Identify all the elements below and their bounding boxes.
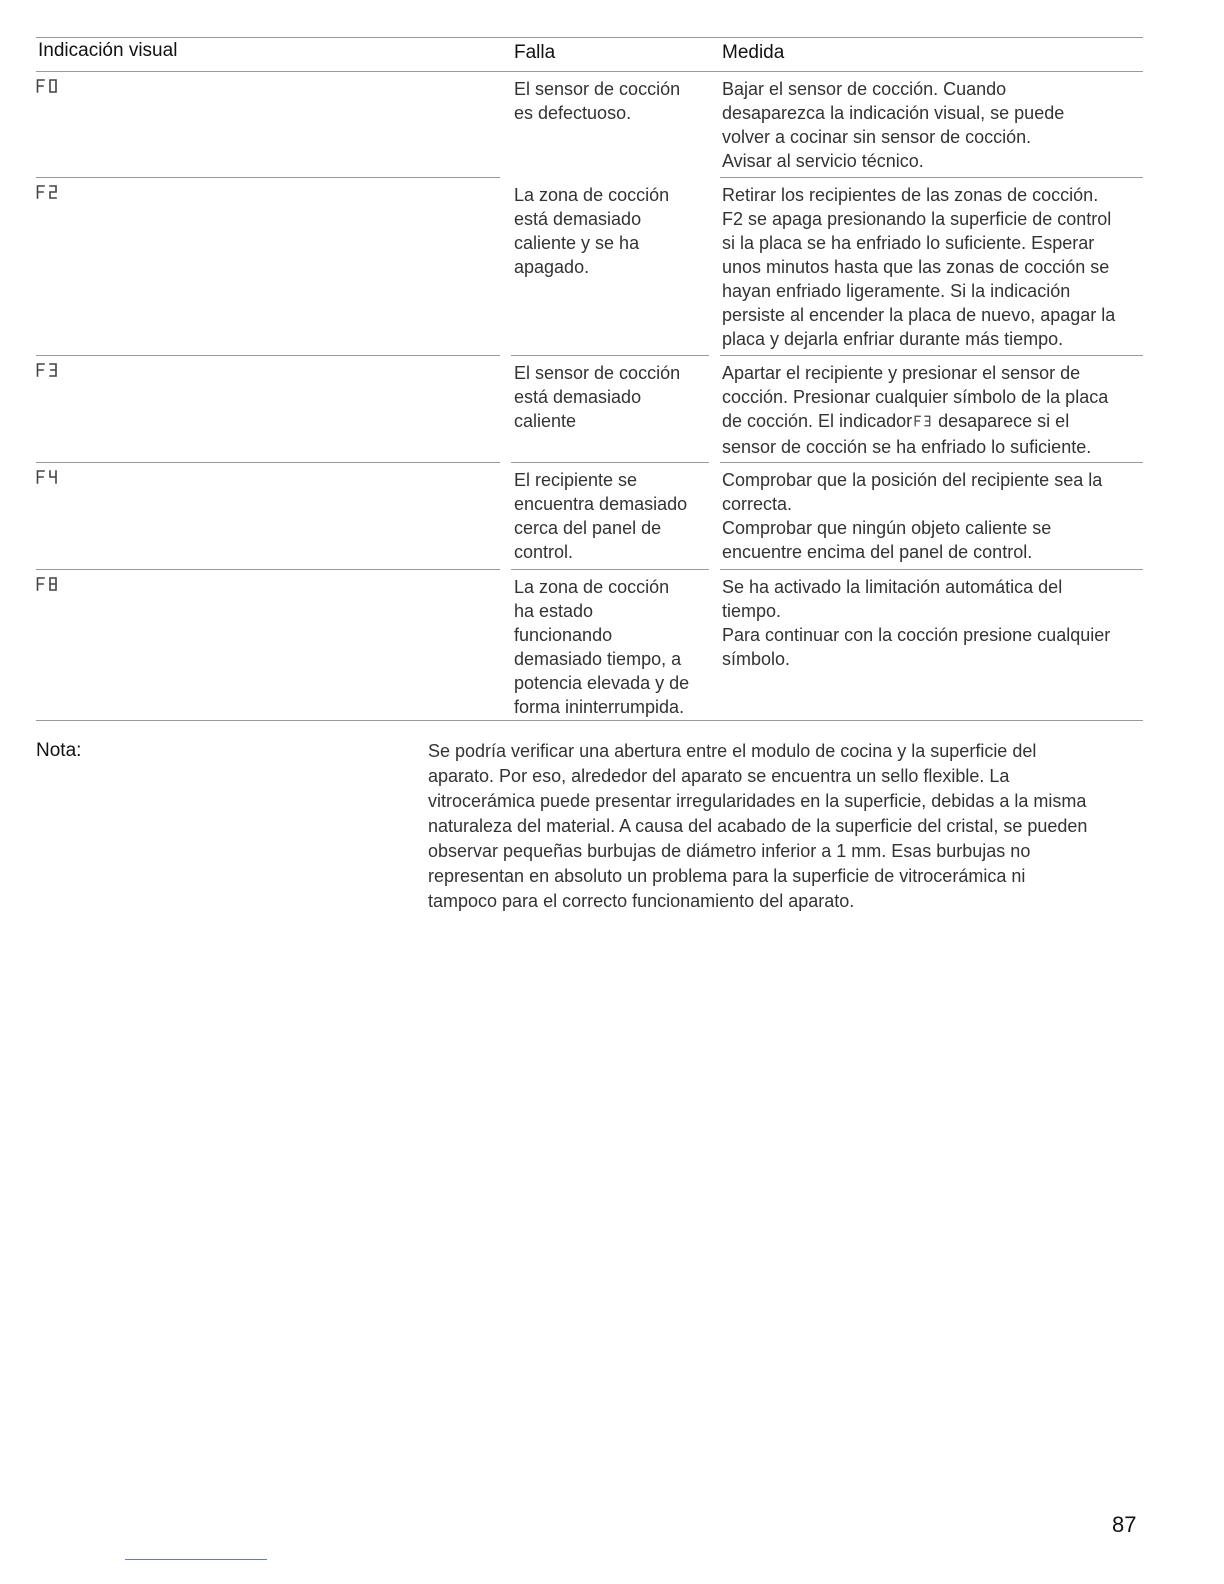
display-code-f2: [36, 184, 96, 202]
falla-cell: [514, 183, 714, 279]
medida-line: si la placa se ha enfriado lo suficiente. Esperar: [722, 233, 1095, 253]
seven-segment-f2-icon: [36, 184, 64, 200]
footer-rule: [125, 1559, 267, 1560]
seven-segment-f3-inline-icon: [914, 413, 936, 429]
display-code-f8: [36, 576, 96, 594]
medida-line: persiste al encender la placa de nuevo, apagar la: [722, 305, 1116, 325]
inline-display-code-f3: [914, 411, 936, 435]
seven-segment-f3-icon: [36, 362, 64, 378]
falla-line: apagado.: [514, 257, 590, 277]
table-row-f8: [36, 570, 1143, 720]
medida-line: Para continuar con la cocción presione cualquier: [722, 625, 1111, 645]
falla-line: caliente: [514, 411, 577, 431]
medida-line: desaparezca la indicación visual, se puede: [722, 103, 1065, 123]
seven-segment-f4-icon: [36, 469, 64, 485]
falla-line: cerca del panel de: [514, 518, 662, 538]
table-row-f0: [36, 72, 1143, 177]
nota-label: Nota:: [36, 740, 82, 761]
nota-line: Se podría verificar una abertura entre el modulo de cocina y la superficie del: [428, 741, 1037, 761]
medida-line: placa y dejarla enfriar durante más tiempo.: [722, 329, 1064, 349]
falla-line: La zona de cocción: [514, 185, 670, 205]
display-code-f0: [36, 78, 96, 96]
falla-line: demasiado tiempo, a: [514, 649, 682, 669]
table-header: [36, 40, 1143, 70]
falla-line: es defectuoso.: [514, 103, 632, 123]
falla-line: La zona de cocción: [514, 577, 670, 597]
display-code-f3: [36, 362, 96, 380]
page-number: 87: [1112, 1512, 1137, 1537]
medida-line: sensor de cocción se ha enfriado lo suficiente.: [722, 437, 1092, 457]
nota-text: [428, 739, 1148, 914]
medida-cell: [722, 361, 1147, 459]
medida-line: volver a cocinar sin sensor de cocción.: [722, 127, 1032, 147]
inline-after: desaparece si el: [938, 411, 1070, 431]
nota-line: tampoco para el correcto funcionamiento del aparato.: [428, 891, 855, 911]
medida-cell: [722, 77, 1147, 173]
falla-line: encuentra demasiado: [514, 494, 688, 514]
falla-line: potencia elevada y de: [514, 673, 690, 693]
header-falla: Falla: [514, 42, 556, 63]
nota-line: aparato. Por eso, alrededor del aparato se encuentra un sello flexible. La: [428, 766, 1010, 786]
medida-line: símbolo.: [722, 649, 791, 669]
seven-segment-f8-icon: [36, 576, 64, 592]
medida-line: F2 se apaga presionando la superficie de control: [722, 209, 1112, 229]
top-rule: [36, 37, 1143, 38]
falla-line: El sensor de cocción: [514, 363, 681, 383]
medida-line: Comprobar que ningún objeto caliente se: [722, 518, 1052, 538]
medida-line: Comprobar que la posición del recipiente sea la: [722, 470, 1103, 490]
medida-line: unos minutos hasta que las zonas de cocción se: [722, 257, 1110, 277]
inline-before: de cocción. El indicador: [722, 411, 913, 431]
medida-cell: [722, 183, 1147, 351]
header-medida: Medida: [722, 42, 785, 63]
falla-cell: [514, 468, 714, 564]
medida-line-inline: [722, 409, 1147, 435]
falla-line: forma ininterrumpida.: [514, 697, 685, 717]
display-code-f4: [36, 469, 96, 487]
falla-cell: [514, 361, 714, 433]
falla-line: está demasiado: [514, 387, 642, 407]
falla-line: control.: [514, 542, 574, 562]
nota-line: representan en absoluto un problema para la superficie de vitrocerámica ni: [428, 866, 1026, 886]
header-indicacion-visual: Indicación visual: [38, 40, 178, 61]
medida-line: Retirar los recipientes de las zonas de cocción.: [722, 185, 1099, 205]
medida-line: Bajar el sensor de cocción. Cuando: [722, 79, 1007, 99]
table-row-f3: [36, 356, 1143, 462]
falla-line: funcionando: [514, 625, 613, 645]
falla-line: caliente y se ha: [514, 233, 640, 253]
falla-line: ha estado: [514, 601, 594, 621]
nota-line: observar pequeñas burbujas de diámetro inferior a 1 mm. Esas burbujas no: [428, 841, 1031, 861]
falla-line: El sensor de cocción: [514, 79, 681, 99]
medida-line: encuentre encima del panel de control.: [722, 542, 1033, 562]
table-row-f2: [36, 178, 1143, 355]
nota-line: naturaleza del material. A causa del acabado de la superficie del cristal, se pueden: [428, 816, 1088, 836]
falla-cell: [514, 77, 714, 125]
medida-line: Apartar el recipiente y presionar el sensor de: [722, 363, 1081, 383]
falla-line: está demasiado: [514, 209, 642, 229]
medida-cell: [722, 575, 1147, 671]
medida-cell: [722, 468, 1147, 564]
table-row-f4: [36, 463, 1143, 569]
falla-line: El recipiente se: [514, 470, 638, 490]
medida-line: Avisar al servicio técnico.: [722, 151, 924, 171]
medida-line: hayan enfriado ligeramente. Si la indicación: [722, 281, 1071, 301]
table-bottom-rule: [36, 720, 1143, 721]
nota-line: vitrocerámica puede presentar irregularidades en la superficie, debidas a la misma: [428, 791, 1087, 811]
medida-line: Se ha activado la limitación automática del: [722, 577, 1063, 597]
seven-segment-f0-icon: [36, 78, 64, 94]
medida-line: cocción. Presionar cualquier símbolo de la placa: [722, 387, 1109, 407]
falla-cell: [514, 575, 714, 719]
medida-line: correcta.: [722, 494, 793, 514]
medida-line: tiempo.: [722, 601, 782, 621]
